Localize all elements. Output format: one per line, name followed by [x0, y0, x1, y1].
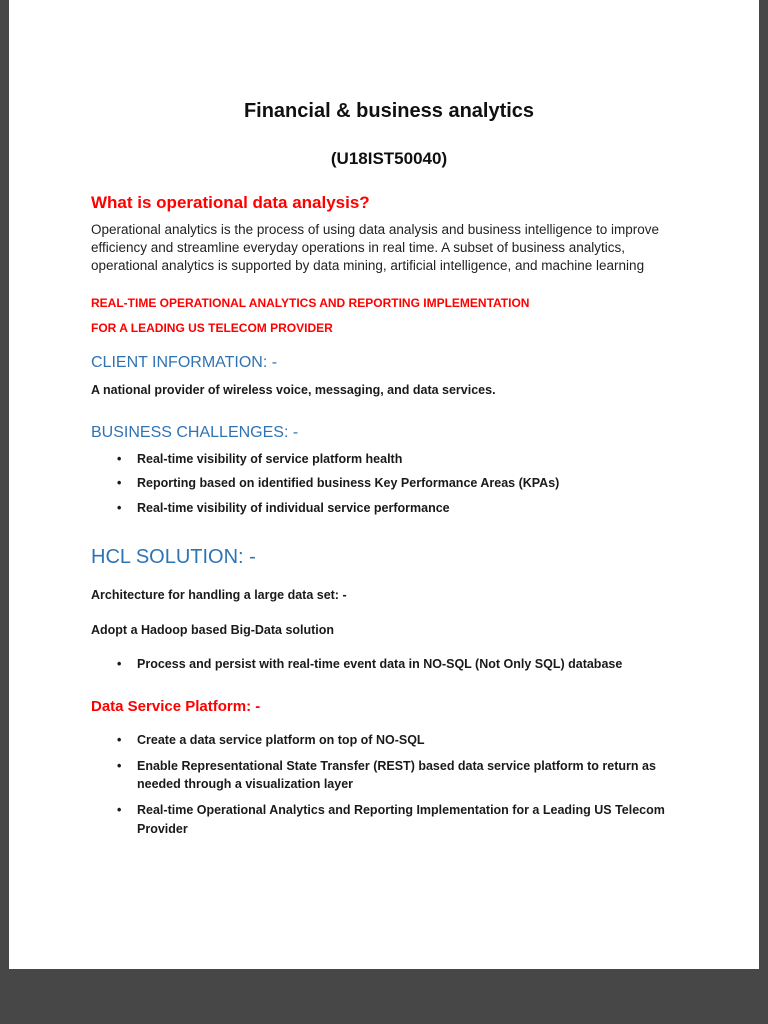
list-item: • Enable Representational State Transfer (REST) based data service platform to return as needed through a visualization layer	[91, 757, 687, 795]
list-item: • Real-time Operational Analytics and Reporting Implementation for a Leading US Telecom Provider	[91, 801, 687, 839]
document-title: Financial & business analytics	[243, 100, 535, 122]
document-content	[9, 0, 759, 839]
list-item: • Reporting based on identified business Key Performance Areas (KPAs)	[91, 474, 687, 493]
client-information-heading: CLIENT INFORMATION: -	[91, 354, 278, 372]
list-item: • Real-time visibility of service platform health	[91, 450, 687, 469]
hcl-solution-heading: HCL SOLUTION: -	[91, 545, 256, 568]
client-information-body: A national provider of wireless voice, messaging, and data services.	[91, 383, 496, 398]
intro-heading: What is operational data analysis?	[91, 193, 370, 212]
data-service-platform-heading: Data Service Platform: -	[91, 697, 261, 715]
business-challenges-list	[91, 450, 687, 518]
list-item: • Real-time visibility of individual service performance	[91, 499, 687, 518]
course-code: (U18IST50040)	[330, 149, 448, 168]
document-page	[9, 0, 759, 969]
hcl-solution-subheading: Architecture for handling a large data set: -	[91, 587, 347, 602]
banner-line-2: FOR A LEADING US TELECOM PROVIDER	[91, 321, 333, 336]
list-item: • Process and persist with real-time event data in NO-SQL (Not Only SQL) database	[91, 655, 687, 674]
hcl-solution-list	[91, 655, 687, 674]
hcl-solution-body: Adopt a Hadoop based Big-Data solution	[91, 622, 335, 637]
data-service-platform-list	[91, 731, 687, 839]
banner-line-1: REAL-TIME OPERATIONAL ANALYTICS AND REPORTING IMPLEMENTATION	[91, 296, 530, 311]
list-item: • Create a data service platform on top of NO-SQL	[91, 731, 687, 750]
intro-paragraph: Operational analytics is the process of using data analysis and business intelligence to improve efficiency and streamline everyday operations in real time. A subset of business analytics, operational analytics is supported by data mining, artificial intelligence, and machine learning	[91, 222, 660, 273]
business-challenges-heading: BUSINESS CHALLENGES: -	[91, 423, 299, 441]
